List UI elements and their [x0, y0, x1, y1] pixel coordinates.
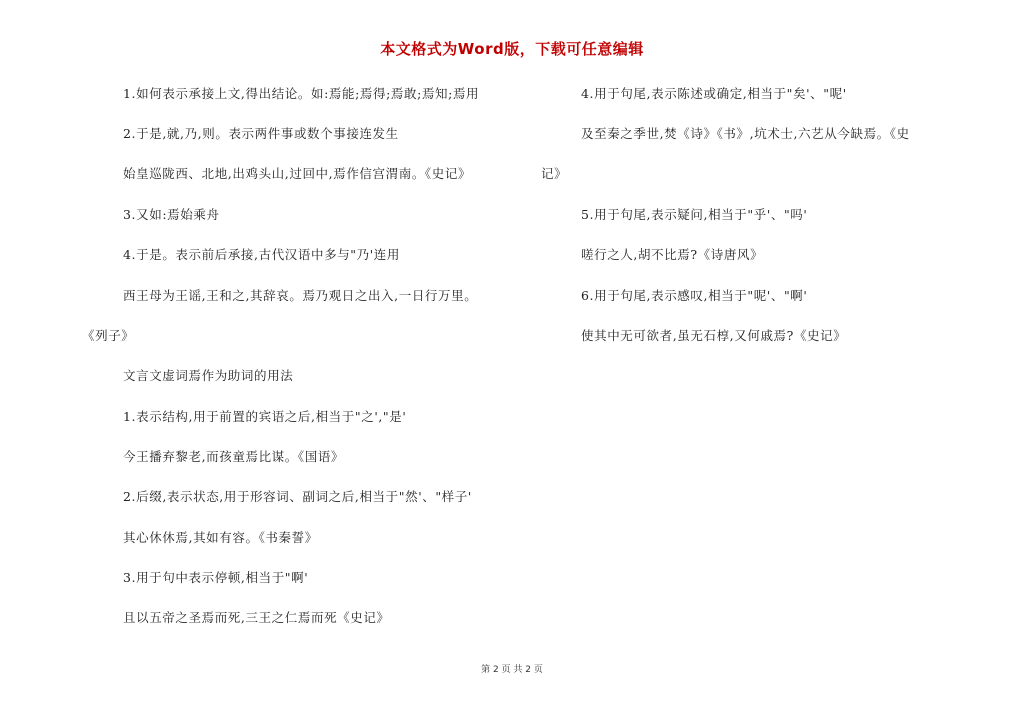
- left-line-2: 2.于是,就,乃,则。表示两件事或数个事接连发生: [123, 126, 399, 141]
- left-line-14: 且以五帝之圣焉而死,三王之仁焉而死《史记》: [123, 610, 390, 625]
- document-banner: 本文格式为Word版，下载可任意编辑: [380, 40, 644, 58]
- left-line-4: 3.又如:焉始乘舟: [123, 207, 220, 222]
- right-line-3: 记》: [541, 166, 568, 181]
- right-line-2: 及至秦之季世,焚《诗》《书》,坑术士,六艺从今缺焉。《史: [581, 126, 910, 141]
- left-line-11: 2.后缀,表示状态,用于形容词、副词之后,相当于"然'、"样子': [123, 489, 472, 504]
- left-line-3: 始皇巡陇西、北地,出鸡头山,过回中,焉作信宫渭南。《史记》: [123, 166, 472, 181]
- left-line-9: 1.表示结构,用于前置的宾语之后,相当于"之',"是': [123, 409, 407, 424]
- right-line-4: 5.用于句尾,表示疑问,相当于"乎'、"吗': [581, 207, 808, 222]
- page-number-footer: 第 2 页 共 2 页: [481, 665, 543, 675]
- right-line-5: 嗟行之人,胡不比焉?《诗唐风》: [581, 247, 764, 262]
- left-line-5: 4.于是。表示前后承接,古代汉语中多与"乃'连用: [123, 247, 400, 262]
- left-line-12: 其心休休焉,其如有容。《书秦誓》: [123, 530, 318, 545]
- left-line-1: 1.如何表示承接上文,得出结论。如:焉能;焉得;焉敢;焉知;焉用: [123, 86, 480, 101]
- right-line-1: 4.用于句尾,表示陈述或确定,相当于"矣'、"呢': [581, 86, 847, 101]
- left-line-6: 西王母为王谣,王和之,其辞哀。焉乃观日之出入,一日行万里。: [123, 288, 478, 303]
- left-line-7: 《列子》: [82, 328, 135, 343]
- left-heading: 文言文虚词焉作为助词的用法: [123, 368, 294, 383]
- left-line-13: 3.用于句中表示停顿,相当于"啊': [123, 570, 309, 585]
- left-line-10: 今王播弃黎老,而孩童焉比谋。《国语》: [123, 449, 345, 464]
- right-line-6: 6.用于句尾,表示感叹,相当于"呢'、"啊': [581, 288, 808, 303]
- right-line-7: 使其中无可欲者,虽无石椁,又何戚焉?《史记》: [581, 328, 847, 343]
